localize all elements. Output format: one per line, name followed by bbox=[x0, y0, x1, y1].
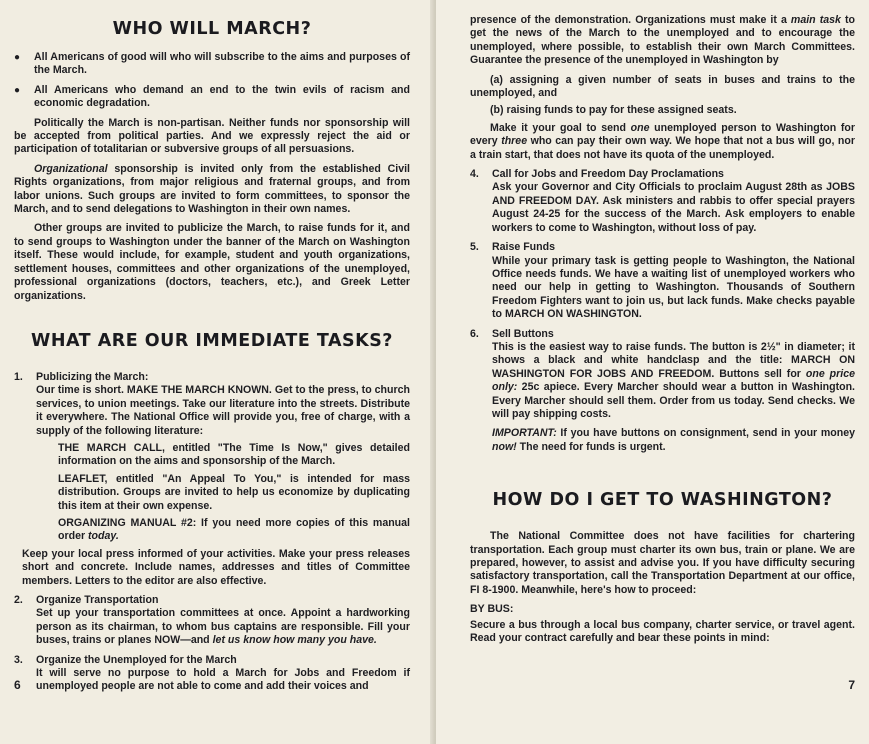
bullet-text: All Americans of good will who will subscribe to the aims and purposes of the March. bbox=[34, 51, 410, 77]
heading-how-do-i-get: HOW DO I GET TO WASHINGTON? bbox=[492, 490, 833, 511]
task-number: 3. bbox=[14, 653, 23, 666]
paragraph-text: Make it your goal to send bbox=[490, 121, 631, 134]
task-title: Sell Buttons bbox=[492, 327, 554, 340]
task-number: 4. bbox=[470, 168, 479, 181]
literature-text: ORGANIZING MANUAL #2: If you need more copies of this manual order bbox=[58, 516, 410, 543]
task-heading bbox=[14, 654, 410, 667]
paragraph-text: presence of the demonstration. Organizations must make it a bbox=[470, 14, 791, 26]
task-title: Organize the Unemployed for the March bbox=[36, 653, 237, 666]
paragraph-nonpartisan: Politically the March is non-partisan. Neither funds nor sponsorship will be accepted from political parties. And we expressly reject the aid or participation of totalitarian or subversive groups of all persuasions. bbox=[14, 116, 410, 156]
paragraph-bus: Secure a bus through a local bus company, charter service, or travel agent. Read your contract carefully and bear these points in mind: bbox=[470, 618, 855, 645]
task-number: 1. bbox=[14, 370, 23, 383]
paragraph-text: who can pay their own way. We hope that not a bus will go, nor a train start, that does not have its quota of the unemployed. bbox=[470, 135, 855, 161]
important-note bbox=[492, 427, 855, 454]
task-body bbox=[36, 607, 410, 647]
paragraph-press: Keep your local press informed of your activities. Make your press releases short and concrete. Include names, addresses and titles of Committee members. Letters to the editor are also effective. bbox=[22, 547, 410, 587]
bullet-dot-icon: ● bbox=[14, 84, 21, 96]
subheading-by-bus: BY BUS: bbox=[470, 603, 514, 616]
heading-who-will-march: WHO WILL MARCH? bbox=[112, 19, 312, 39]
task-body: It will serve no purpose to hold a March for Jobs and Freedom if unemployed people are not able to come and add their voices and bbox=[36, 667, 410, 693]
task-title: Publicizing the March: bbox=[36, 370, 149, 383]
task-number: 2. bbox=[14, 594, 23, 606]
bullet-text: All Americans who demand an end to the twin evils of racism and economic degradation. bbox=[34, 83, 410, 110]
task-number: 5. bbox=[470, 241, 479, 254]
task-body: While your primary task is getting people to Washington, the National Office needs funds. We have a waiting list of unemployed workers who need our help in getting to Washington. Thousands of Southern Freedom Fighters want to join us, but lack funds. Make checks payable to MARCH ON WASHINGTON. bbox=[492, 254, 855, 321]
option-a: (a) assigning a given number of seats in buses and trains to the unemployed, and bbox=[470, 73, 855, 100]
emphasis: three bbox=[501, 135, 528, 148]
paragraph-text: unemployed person to Washington for every bbox=[470, 121, 856, 148]
emphasis: Organizational bbox=[34, 162, 108, 175]
note-text: The need for funds is urgent. bbox=[516, 440, 666, 453]
literature-item bbox=[58, 517, 410, 544]
task-number: 6. bbox=[470, 327, 479, 340]
task-body bbox=[492, 341, 855, 421]
paragraph-how: The National Committee does not have facilities for chartering transportation. Each group must charter its own bus, train or plane. We are prepared, however, to assist and advise you. If you have difficulty securing satisfactory transportation, call the Transportation Department at our office, FI 8-1900. Meanwhile, here's how to proceed: bbox=[470, 530, 855, 596]
note-text: If you have buttons on consignment, send in your money bbox=[556, 427, 855, 440]
option-b: (b) raising funds to pay for these assigned seats. bbox=[490, 104, 737, 117]
right-page bbox=[436, 0, 869, 744]
literature-item: LEAFLET, entitled "An Appeal To You," is intended for mass distribution. Groups are invited to help us economize by duplicating this item at their own expense. bbox=[58, 472, 410, 512]
emphasis: IMPORTANT: bbox=[492, 427, 557, 440]
emphasis: one price only: bbox=[492, 367, 855, 394]
page-number: 6 bbox=[14, 678, 21, 692]
task-body: Ask your Governor and City Officials to proclaim August 28th as JOBS AND FREEDOM DAY. Ask ministers and rabbis to offer special prayers August 24-25 for the success of the March. Ask employers to enable workers to come to Washington, without loss of pay. bbox=[492, 181, 855, 234]
task-text: Set up your transportation committees at once. Appoint a hardworking person as its chairman, to whom bus captains are responsible. Fill your buses, trains or planes NOW—and bbox=[36, 607, 410, 647]
task-title: Call for Jobs and Freedom Day Proclamations bbox=[492, 168, 724, 181]
paragraph-text: to get the news of the March to the unemployed and to encourage the unemployed, where possible, to establish their own March Committees. Guarantee the presence of the unemployed in Washington by bbox=[470, 14, 855, 67]
paragraph-continued bbox=[470, 14, 855, 68]
task-heading bbox=[14, 371, 410, 384]
heading-immediate-tasks: WHAT ARE OUR IMMEDIATE TASKS? bbox=[31, 330, 393, 351]
bullet-item bbox=[14, 51, 410, 78]
emphasis: today. bbox=[88, 530, 119, 543]
emphasis: now! bbox=[492, 440, 517, 453]
paragraph-goal bbox=[470, 122, 855, 162]
task-text: 25c apiece. Every Marcher should wear a button in Washington. Every Marcher should sell them. Order from us today. Send checks. We will pay shipping costs. bbox=[492, 381, 855, 420]
emphasis: one bbox=[630, 121, 650, 134]
literature-item: THE MARCH CALL, entitled "The Time Is Now," gives detailed information on the aims and sponsorship of the March. bbox=[58, 441, 410, 468]
paragraph-sponsorship bbox=[14, 163, 410, 217]
task-heading bbox=[470, 241, 855, 254]
task-body: Our time is short. MAKE THE MARCH KNOWN. Get to the press, to church services, to union meetings. Take our literature into the streets. Distribute it everywhere. The National Office will provide you, free of charge, with a supply of the following literature: bbox=[36, 384, 410, 437]
task-heading bbox=[470, 168, 855, 181]
page-number: 7 bbox=[848, 678, 855, 692]
emphasis: main task bbox=[790, 14, 841, 26]
bullet-item bbox=[14, 84, 410, 111]
bullet-dot-icon: ● bbox=[14, 52, 21, 63]
task-text: This is the easiest way to raise funds. The button is 2½" in diameter; it shows a black and white handclasp and the title: MARCH ON WASHINGTON FOR JOBS AND FREEDOM. Buttons sell for bbox=[492, 340, 855, 380]
task-title: Raise Funds bbox=[492, 241, 555, 254]
paragraph-other-groups: Other groups are invited to publicize the March, to raise funds for it, and to send groups to Washington under the banner of the March on Washington itself. These would include, for example, student and youth organizations, settlement houses, committees and other organizations of the unemployed, professional organizations (doctors, teachers, etc.), and Greek Letter organizations. bbox=[14, 222, 410, 302]
task-heading bbox=[470, 328, 855, 341]
task-title: Organize Transportation bbox=[36, 594, 159, 606]
emphasis: let us know how many you have. bbox=[212, 634, 377, 647]
task-heading bbox=[14, 594, 410, 607]
paragraph-text: sponsorship is invited only from the established Civil Rights organizations, from major religious and fraternal groups, and from labor unions. Such groups are invited to form committees, to sponsor the March, and to send delegations to Washington in their own names. bbox=[14, 162, 410, 216]
